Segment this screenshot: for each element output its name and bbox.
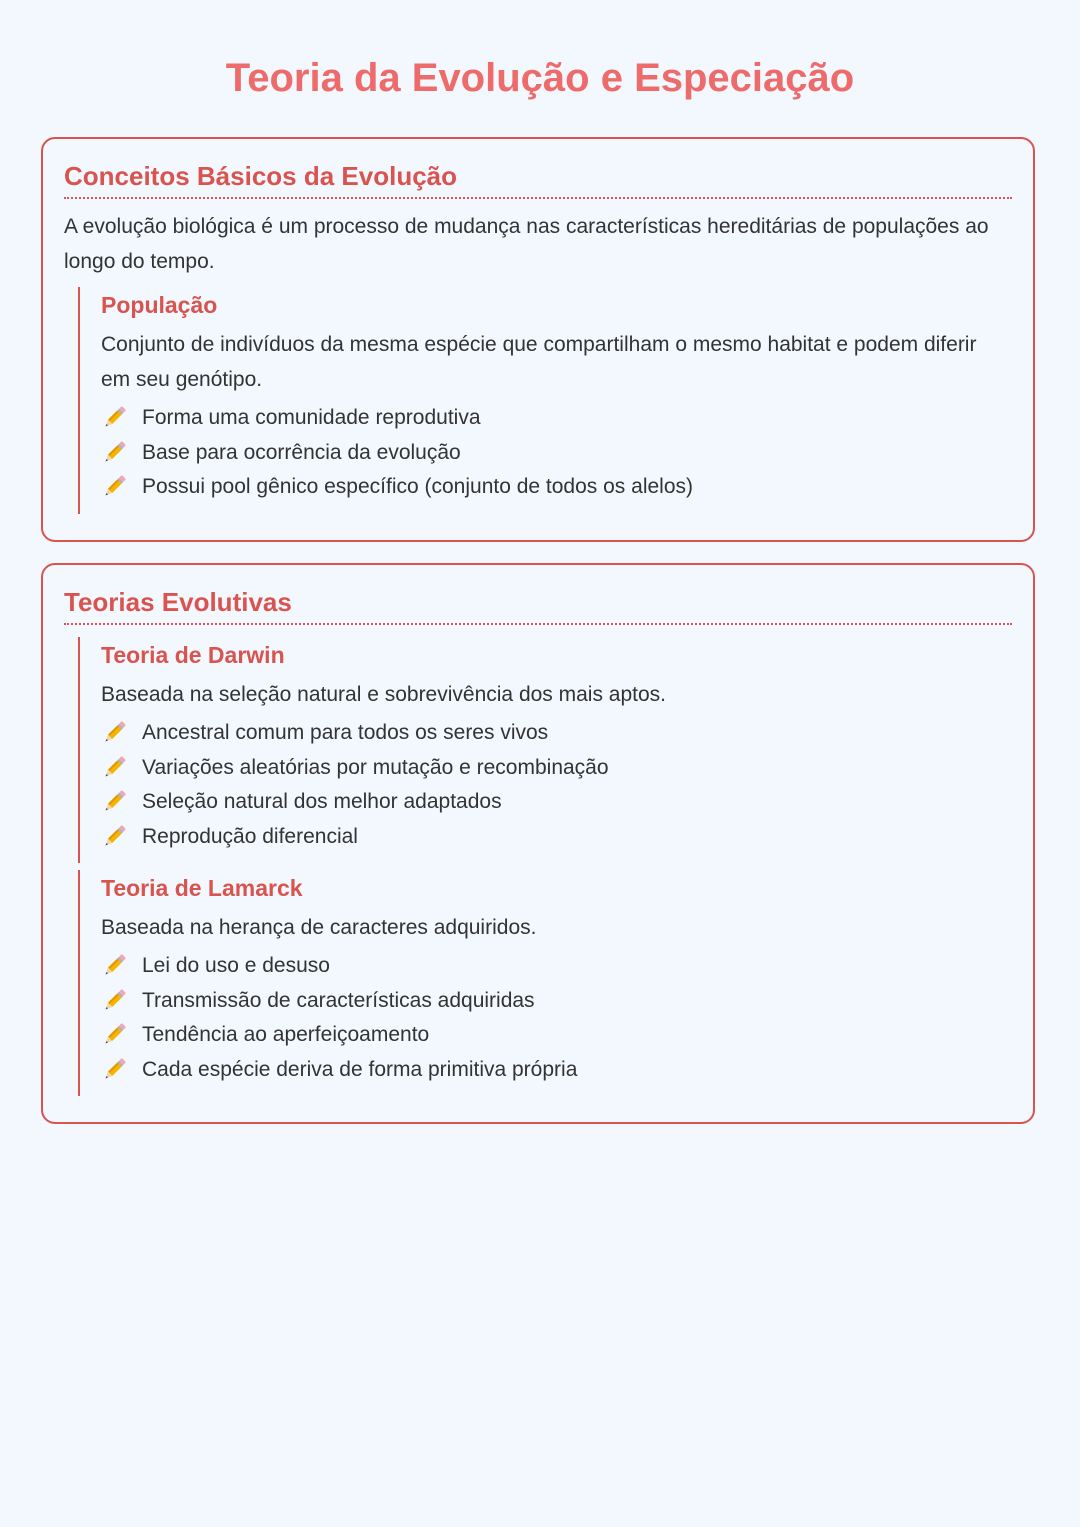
bullet-list xyxy=(101,949,1003,1087)
pencil-icon xyxy=(101,988,127,1014)
list-item xyxy=(101,716,1003,751)
subsection-title: Teoria de Lamarck xyxy=(101,875,303,901)
list-item-text: Ancestral comum para todos os seres vivos xyxy=(142,721,549,744)
pencil-icon xyxy=(101,440,127,466)
pencil-icon xyxy=(101,1022,127,1048)
bullet-list xyxy=(101,716,1003,854)
section-card-teorias xyxy=(41,563,1035,1124)
list-item xyxy=(101,949,1003,984)
pencil-icon xyxy=(101,755,127,781)
list-item-text: Lei do uso e desuso xyxy=(142,954,330,977)
pencil-icon xyxy=(101,405,127,431)
list-item xyxy=(101,1053,1003,1088)
section-heading: Teorias Evolutivas xyxy=(64,587,292,617)
subsection-populacao xyxy=(78,287,1003,514)
section-heading: Conceitos Básicos da Evolução xyxy=(64,161,458,191)
list-item-text: Transmissão de características adquiridas xyxy=(142,988,535,1012)
page-title: Teoria da Evolução e Especiação xyxy=(225,56,855,100)
subsection-description: Conjunto de indivíduos da mesma espécie que compartilham o mesmo habitat e podem diferir em seu genótipo. xyxy=(101,333,977,391)
subsection-description: Baseada na seleção natural e sobrevivência dos mais aptos. xyxy=(101,683,667,706)
list-item xyxy=(101,401,1003,436)
subsection-lamarck xyxy=(78,870,1003,1096)
section-header xyxy=(64,139,1012,199)
list-item-text: Tendência ao aperfeiçoamento xyxy=(142,1023,430,1046)
list-item xyxy=(101,1018,1003,1053)
section-header xyxy=(64,565,1012,625)
pencil-icon xyxy=(101,720,127,746)
list-item-text: Possui pool gênico específico (conjunto de todos os alelos) xyxy=(142,475,694,498)
list-item xyxy=(101,470,1003,505)
pencil-icon xyxy=(101,1057,127,1083)
subsection-title: População xyxy=(101,292,218,318)
subsection-title: Teoria de Darwin xyxy=(101,642,285,668)
list-item-text: Variações aleatórias por mutação e recombinação xyxy=(142,755,609,779)
subsection-description: Baseada na herança de caracteres adquiridos. xyxy=(101,916,537,939)
list-item-text: Reprodução diferencial xyxy=(142,824,358,848)
pencil-icon xyxy=(101,824,127,850)
bullet-list xyxy=(101,401,1003,505)
list-item xyxy=(101,751,1003,786)
list-item xyxy=(101,820,1003,855)
list-item-text: Seleção natural dos melhor adaptados xyxy=(142,790,502,813)
list-item xyxy=(101,436,1003,471)
section-intro: A evolução biológica é um processo de mudança nas características hereditárias de populações ao longo do tempo. xyxy=(64,215,989,273)
list-item xyxy=(101,984,1003,1019)
section-card-conceitos xyxy=(41,137,1035,542)
list-item-text: Base para ocorrência da evolução xyxy=(142,440,461,464)
list-item-text: Cada espécie deriva de forma primitiva própria xyxy=(142,1057,578,1081)
pencil-icon xyxy=(101,789,127,815)
pencil-icon xyxy=(101,474,127,500)
pencil-icon xyxy=(101,953,127,979)
list-item xyxy=(101,785,1003,820)
list-item-text: Forma uma comunidade reprodutiva xyxy=(142,406,481,429)
subsection-darwin xyxy=(78,637,1003,863)
